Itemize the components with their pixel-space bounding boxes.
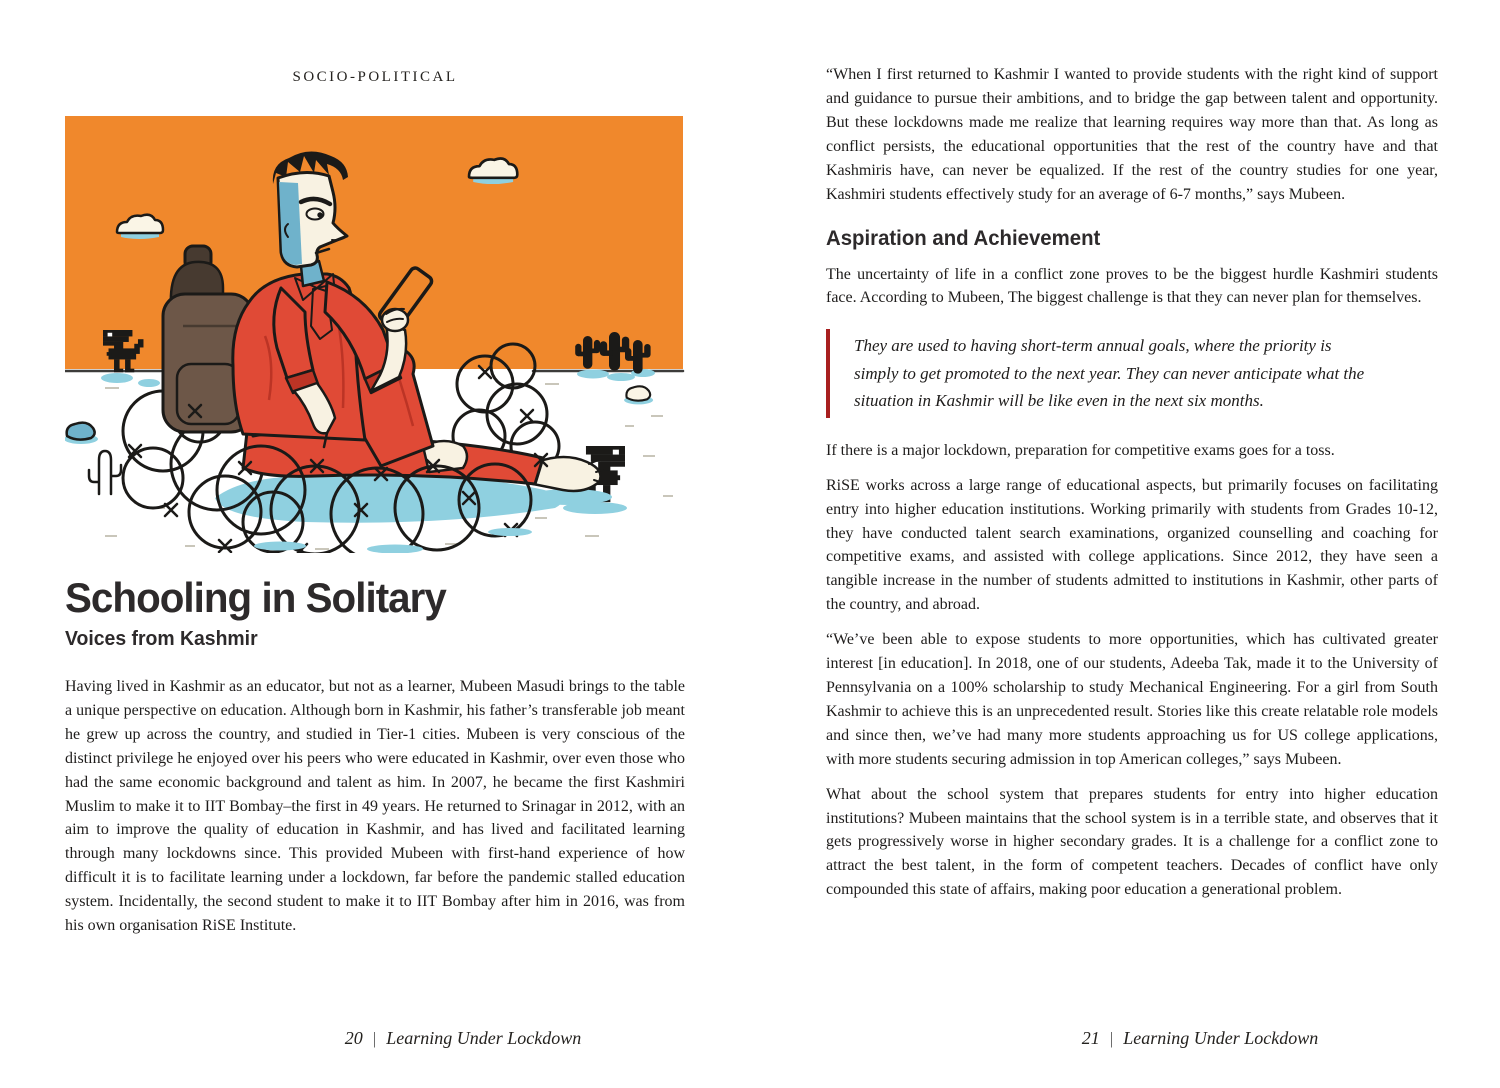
paragraph-uncertainty: The uncertainty of life in a conflict zone proves to be the biggest hurdle Kashmiri students face. According to Mubeen, The biggest challenge is that they can never plan for themselves.: [826, 265, 1438, 307]
section-kicker: SOCIO-POLITICAL: [292, 69, 458, 85]
paragraph-school-system: What about the school system that prepares students for entry into higher education institutions? Mubeen maintains that the school system is in a terrible state, and observes that it gets progressively worse in higher secondary grades. It is a challenge for a conflict zone to attract the best talent, in the form of competent teachers. Decades of conflict have only compounded this state of affairs, making poor education a generational problem.: [826, 785, 1438, 899]
cactus-outline-icon: [89, 451, 121, 494]
quote-paragraph: “When I first returned to Kashmir I wanted to provide students with the right kind of support and guidance to pursue their ambitions, and to bridge the gap between talent and opportunity. But these lockdowns made me realize that learning requires way more than that. As long as conflict persists, the educational opportunities that the rest of the country have and that Kashmiris have, can never be equalized. If the rest of the country studies for one year, Kashmiri students effectively study for an average of 6-7 months,” says Mubeen.: [826, 66, 1438, 203]
page-number: 21: [1081, 1028, 1100, 1048]
page-subtitle: Voices from Kashmir: [65, 628, 258, 650]
cover-illustration: [65, 116, 685, 553]
page-left: [65, 0, 685, 938]
section-heading: Aspiration and Achievement: [826, 227, 1101, 251]
folio-separator: |: [372, 1029, 377, 1048]
paragraph-rise: RiSE works across a large range of educational aspects, but primarily focuses on facilitating entry into higher education institutions. Working primarily with students from Grades 10-12, they have conducted talent search examinations, organized counselling and coaching for competitive exams, and assisted with college applications. Since 2012, they have seen a tangible increase in the number of students admitted to institutions in Kashmir, other parts of the country, and abroad.: [826, 476, 1438, 614]
folio-separator: |: [1109, 1029, 1114, 1048]
paragraph-lockdown: If there is a major lockdown, preparation for competitive exams goes for a toss.: [826, 441, 1335, 459]
page-number: 20: [344, 1028, 363, 1048]
ground-puddles: [101, 373, 160, 387]
page-title: Schooling in Solitary: [65, 574, 446, 621]
paragraph-expose: “We’ve been able to expose students to more opportunities, which has cultivated greater interest [in education]. In 2018, one of our students, Adeeba Tak, made it to the University of Pennsylvania on a 100% scholarship to study Mechanical Engineering. For a girl from South Kashmir to achieve this is an unprecedented result. Stories like this create relatable role models and since then, we’ve had many more students approaching us for US college applications, with more students securing admission in top American colleges,” says Mubeen.: [826, 631, 1438, 768]
book-title: Learning Under Lockdown: [1123, 1028, 1319, 1048]
pull-quote: They are used to having short-term annual goals, where the priority is simply to get promoted to the next year. They can never anticipate what the situation in Kashmir will be like even in the next six months.: [826, 329, 1438, 418]
folio-right: [900, 1028, 1500, 1049]
intro-paragraph: Having lived in Kashmir as an educator, but not as a learner, Mubeen Masudi brings to the table a unique perspective on education. Although born in Kashmir, his father’s transferable job meant he grew up across the country, and studied in Tier-1 cities. Mubeen is very conscious of the distinct privilege he enjoyed over his peers who were educated in Kashmir, over even those who had the same economic background and talent as him. In 2007, he became the first Kashmiri Muslim to make it to IIT Bombay–the first in 49 years. He returned to Srinagar in 2012, with an aim to improve the quality of education in Kashmir, and has lived and facilitated learning through many lockdowns since. This provided Mubeen with first-hand experience of how difficult it is to facilitate learning under a lockdown, far before the pandemic stalled education system. Incidentally, the second student to make it to IIT Bombay after him in 2016, was from his own organisation RiSE Institute.: [65, 678, 685, 935]
page-right: [826, 0, 1438, 913]
folio-left: [163, 1028, 763, 1049]
book-title: Learning Under Lockdown: [386, 1028, 582, 1048]
